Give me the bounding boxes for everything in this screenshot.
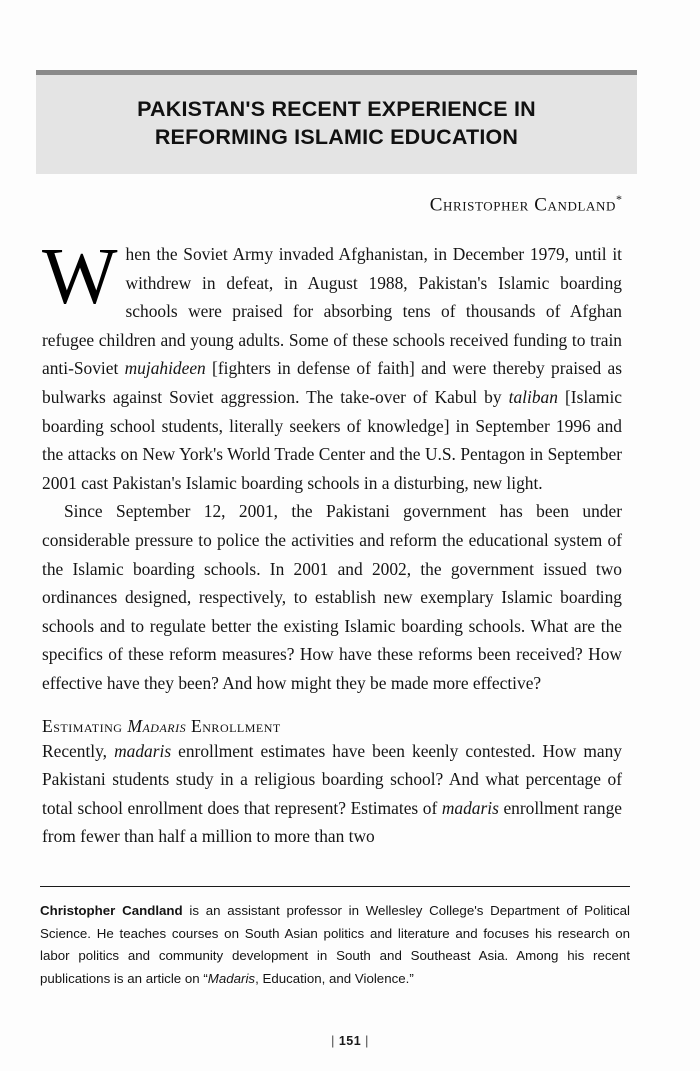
- title-banner: [36, 70, 637, 174]
- paragraph-1: W hen the Soviet Army invaded Afghanistan, in December 1979, until it withdrew in defeat, in August 1988, Pakistan's Islamic boarding schools were praised for absorbing tens of thousands of Afghan refugee children and young adults. Some of these schools received funding to train anti-Soviet mujahideen [fighters in defense of faith] and were thereby praised as bulwarks against Soviet aggression. The take-over of Kabul by taliban [Islamic boarding school students, literally seekers of knowledge] in September 1996 and the attacks on New York's World Trade Center and the U.S. Pentagon in September 2001 cast Pakistan's Islamic boarding schools in a disturbing, new light.: [42, 233, 623, 493]
- footnote-italic-madaris: Madaris: [207, 970, 256, 986]
- title-line-2: REFORMING ISLAMIC EDUCATION: [154, 125, 519, 150]
- author-biography-footnote: [40, 886, 630, 990]
- title-box: [36, 75, 637, 174]
- author-footnote-marker: *: [616, 192, 622, 206]
- page-number-footer: [0, 1034, 700, 1048]
- footnote-author-name: Christopher Candland: [40, 903, 183, 918]
- footnote-segment-2: , Education, and Violence.”: [255, 970, 414, 986]
- author-byline: [42, 192, 622, 216]
- paragraph-2: Since September 12, 2001, the Pakistani government has been under considerable pressure to police the activities and reform the educational system of the Islamic boarding schools. In 2001 and 2002, the government issued two ordinances designed, respectively, to establish new exemplary Islamic boarding schools and to regulate better the existing Islamic boarding schools. What are the specifics of these reform measures? How have these reforms been received? How effective have they been? And how might they be made more effective?: [42, 501, 622, 693]
- paragraph-1-italic-taliban: taliban: [508, 386, 558, 407]
- page-number-value: 151: [338, 1034, 362, 1048]
- footnote-segment-1: is an assistant professor in Wellesley College's Department of Political Science. He teaches courses on South Asian politics and literature and focuses his research on labor politics and community development in South and Southeast Asia. Among his recent publications is an article on “: [40, 903, 630, 986]
- paragraph-3-italic-madaris-1: madaris: [114, 740, 172, 761]
- title-line-1: PAKISTAN'S RECENT EXPERIENCE IN: [137, 97, 536, 121]
- section-heading-part-2: Enrollment: [186, 715, 281, 736]
- section-heading-estimating-madaris-enrollment: [42, 716, 622, 737]
- body-column: [42, 233, 623, 851]
- footnote-text: [40, 900, 630, 990]
- paragraph-1-segment-3: [Islamic boarding school students, literally seekers of knowledge] in September 1996 and the attacks on New York's World Trade Center and the U.S. Pentagon in September 2001 cast Pakistan's Islamic boarding schools in a disturbing, new light.: [42, 386, 622, 493]
- section-heading-part-1: Estimating: [42, 715, 128, 736]
- paragraph-3-segment-1: Recently,: [42, 740, 115, 761]
- footnote-divider: [40, 886, 630, 887]
- page-title: [52, 95, 621, 152]
- paragraph-3-segment-3: enrollment range from fewer than half a million to more than two: [42, 797, 622, 847]
- page-number-left-bar: |: [331, 1034, 335, 1048]
- paragraph-1-italic-mujahideen: mujahideen: [124, 358, 206, 379]
- paragraph-1-segment-2: [fighters in defense of faith] and were thereby praised as bulwarks against Soviet aggression. The take-over of Kabul by: [42, 358, 623, 407]
- paragraph-1-segment-1: hen the Soviet Army invaded Afghanistan, in December 1979, until it withdrew in defeat, in August 1988, Pakistan's Islamic boarding schools were praised for absorbing tens of thousands of Afghan refugee children and young adults. Some of these schools received funding to train anti-Soviet: [42, 244, 622, 379]
- paragraph-3-italic-madaris-2: madaris: [441, 797, 499, 818]
- section-heading-italic-madaris: Madaris: [127, 715, 187, 736]
- paragraph-3: [42, 737, 622, 851]
- page-number-right-bar: |: [365, 1034, 369, 1048]
- paragraph-3-segment-2: enrollment estimates have been keenly contested. How many Pakistani students study in a religious boarding school? And what percentage of total school enrollment does that represent? Estimates of: [42, 740, 622, 818]
- author-name: Christopher Candland: [429, 194, 616, 216]
